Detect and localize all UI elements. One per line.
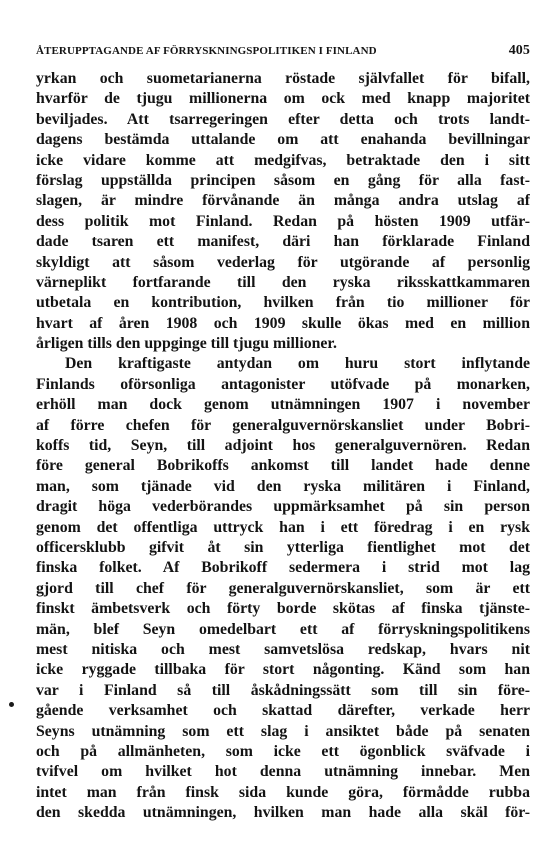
paragraph-end-line: årligen tills den uppginge till tjugu millioner. — [36, 335, 337, 353]
text-line: koffs tid, Seyn, till adjoint hos generalguvernören. Redan — [36, 437, 530, 455]
text-line: Seyns utnämning som ett slag i ansiktet både på senaten — [36, 722, 530, 740]
text-line: hvarför de tjugu millionerna om ock med knapp majoritet — [36, 90, 530, 108]
text-line: dragit höga vederbörandes uppmärksamhet på sin person — [36, 498, 530, 516]
text-line: mest nitiska och mest samvetslösa redskap, hvars nit — [36, 640, 530, 658]
paragraph-first-line: Den kraftigaste antydan om huru stort inflytande — [65, 355, 530, 373]
text-line: intet man från finsk sida kunde göra, förmådde rubba — [36, 783, 530, 801]
text-line: finskt ämbetsverk och förty borde skötas af finska tjänste- — [36, 600, 530, 618]
text-line: erhöll man dock genom utnämningen 1907 i november — [36, 396, 530, 414]
text-line: finska folket. Af Bobrikoff sedermera i strid mot lag — [36, 559, 530, 577]
text-line: skyldigt att såsom vederlag för utgörande af personlig — [36, 253, 530, 271]
text-line: och på allmänheten, som icke ett ögonblick sväfvade i — [36, 742, 530, 760]
text-line: den skedda utnämningen, hvilken man hade alla skäl för- — [36, 804, 530, 822]
text-line: Finlands oförsonliga antagonister utöfvade på monarken, — [36, 375, 530, 393]
running-title: ÅTERUPPTAGANDE AF FÖRRYSKNINGSPOLITIKEN I FINLAND — [36, 45, 377, 57]
text-line: var i Finland så till åskådningssätt som till sin före- — [36, 681, 530, 699]
text-line: genom det offentliga uttryck han i ett föredrag i en rysk — [36, 518, 530, 536]
text-line: gående verksamhet och skattad därefter, verkade herr — [36, 702, 530, 720]
text-line: officersklubb gifvit åt sin ytterliga fientlighet mot det — [36, 538, 530, 556]
text-line: utbetala en kontribution, hvilken från tio millioner för — [36, 294, 530, 312]
text-line: beviljades. Att tsarregeringen efter detta och trots landt- — [36, 110, 530, 128]
text-line: dess politik mot Finland. Redan på hösten 1909 utfär- — [36, 212, 530, 230]
page-number: 405 — [508, 43, 530, 58]
text-line: man, som tjänade vid den ryska militären i Finland, — [36, 477, 530, 495]
text-line: dagens bestämda uttalande om att enahanda bevillningar — [36, 131, 530, 149]
text-line: af förre chefen för generalguvernörskansliet under Bobri- — [36, 416, 530, 434]
text-line: hvart af åren 1908 och 1909 skulle ökas med en million — [36, 314, 530, 332]
text-line: tvifvel om hvilket hot denna utnämning innebar. Men — [36, 763, 530, 781]
text-line: män, blef Seyn omedelbart ett af förryskningspolitikens — [36, 620, 530, 638]
body-text — [36, 69, 530, 823]
text-line: före general Bobrikoffs ankomst till landet hade denne — [36, 457, 530, 475]
text-line: icke vidare komme att medgifvas, betraktade den i sitt — [36, 151, 530, 169]
text-line: icke ryggade tillbaka för stort någonting. Känd som han — [36, 661, 530, 679]
text-line: yrkan och suometarianerna röstade självfallet för bifall, — [36, 70, 530, 87]
margin-dot-mark — [9, 702, 14, 707]
text-line: förslag uppställda principen såsom en gång för alla fast- — [36, 171, 530, 189]
text-line: gjord till chef för generalguvernörskansliet, som är ett — [36, 579, 530, 597]
text-line: slagen, är mindre förvånande än många andra utslag af — [36, 192, 530, 210]
text-line: dade tsaren ett manifest, däri han förklarade Finland — [36, 233, 530, 251]
running-header — [36, 43, 530, 59]
text-line: värneplikt fortfarande till den ryska riksskattkammaren — [36, 273, 530, 291]
